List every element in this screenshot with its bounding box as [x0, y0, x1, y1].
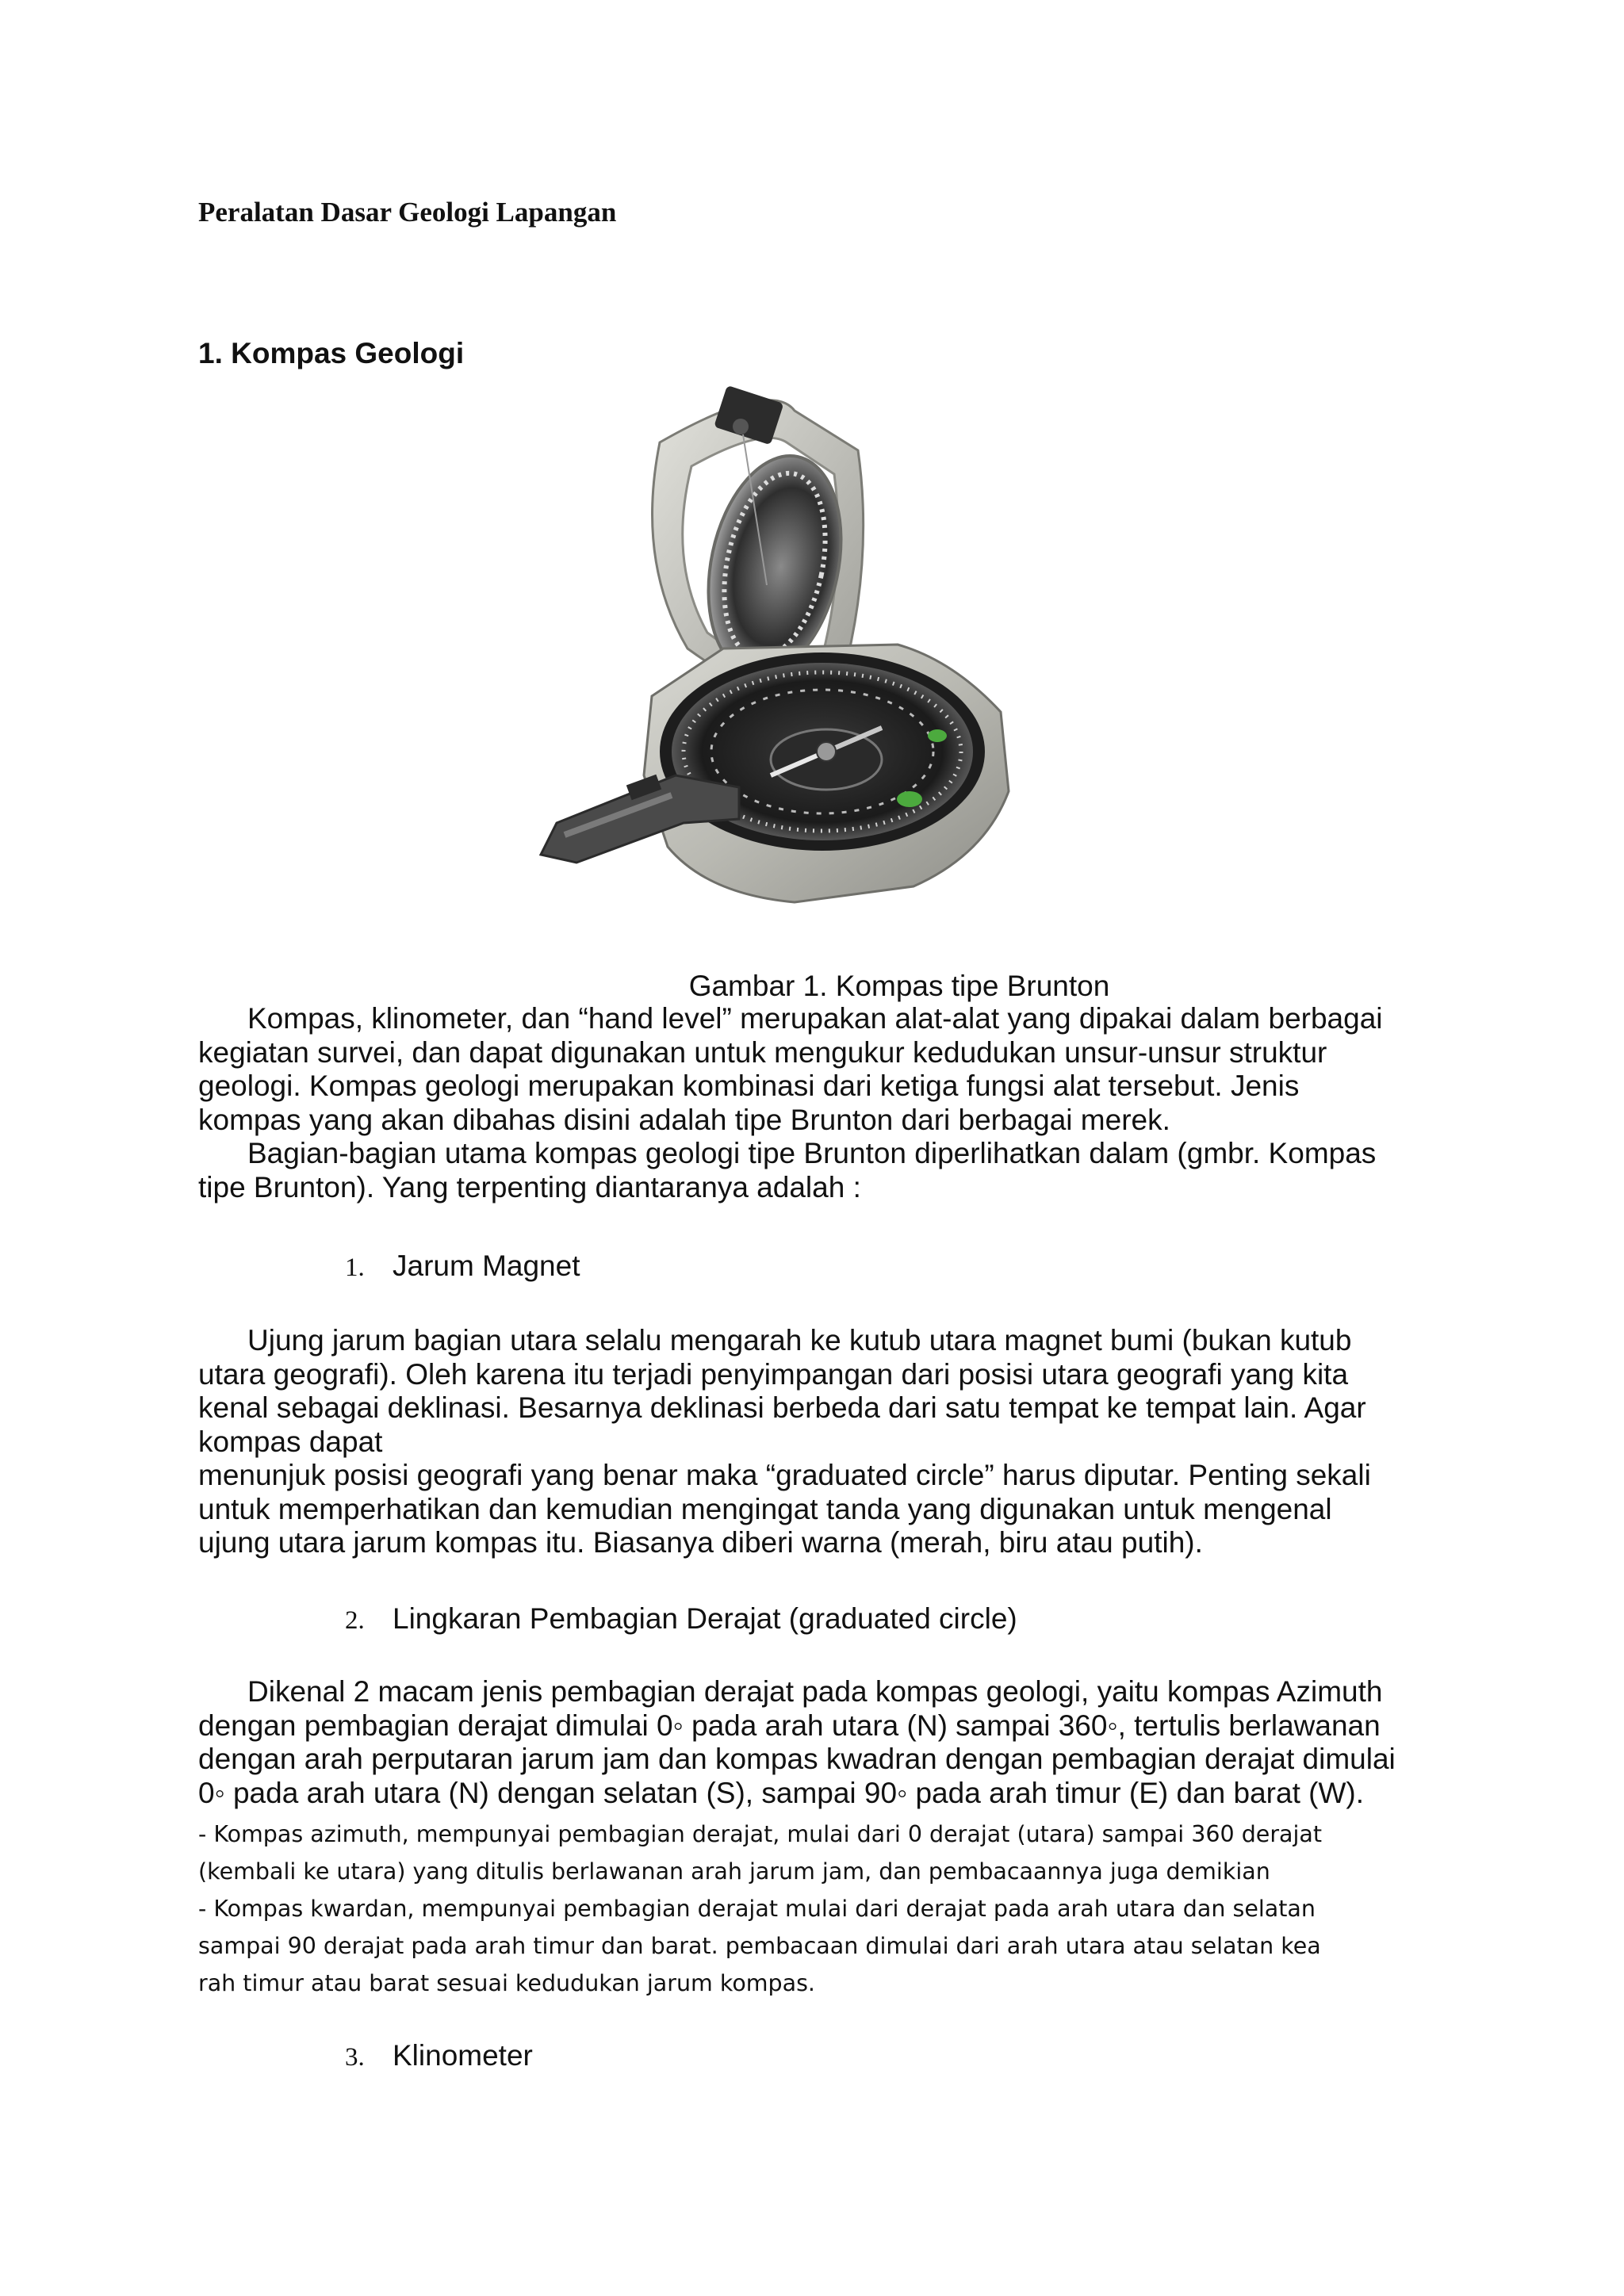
text-line: dengan arah perputaran jarum jam dan kompas kwadran dengan pembagian derajat dimulai: [198, 1743, 1396, 1775]
text-line: Bagian-bagian utama kompas geologi tipe Brunton diperlihatkan dalam (gmbr. Kompas: [247, 1137, 1377, 1169]
list-item-1: [345, 1249, 580, 1283]
figure-caption: Gambar 1. Kompas tipe Brunton: [688, 970, 1110, 1002]
text-line: ujung utara jarum kompas itu. Biasanya diberi warna (merah, biru atau putih).: [198, 1526, 1203, 1559]
section-heading: 1. Kompas Geologi: [198, 337, 465, 369]
list-number: 3.: [345, 2043, 365, 2072]
text-line: dengan pembagian derajat dimulai 0◦ pada arah utara (N) sampai 360◦, tertulis berlawanan: [198, 1709, 1381, 1742]
list-label: Klinometer: [393, 2039, 533, 2072]
text-line: kegiatan survei, dan dapat digunakan untuk mengukur kedudukan unsur-unsur struktur: [198, 1035, 1327, 1069]
list-label: Lingkaran Pembagian Derajat (graduated circle): [393, 1602, 1017, 1635]
text-line: Dikenal 2 macam jenis pembagian derajat pada kompas geologi, yaitu kompas Azimuth: [247, 1675, 1383, 1708]
list-item-2: [345, 1602, 1017, 1636]
list-number: 1.: [345, 1253, 365, 1282]
item-2-paragraph: [198, 1675, 1435, 1810]
text-line: menunjuk posisi geografi yang benar maka “graduated circle” harus diputar. Penting sekali: [198, 1459, 1371, 1491]
list-number: 2.: [345, 1606, 365, 1635]
list-item-3: [345, 2039, 533, 2072]
text-line: Ujung jarum bagian utara selalu mengarah ke kutub utara magnet bumi (bukan kutub: [247, 1324, 1352, 1357]
intro-paragraph-2: [198, 1137, 1435, 1204]
text-line: kenal sebagai deklinasi. Besarnya deklinasi berbeda dari satu tempat ke tempat lain. Agar: [198, 1391, 1366, 1424]
text-line: 0◦ pada arah utara (N) dengan selatan (S), sampai 90◦ pada arah timur (E) dan barat (W).: [198, 1776, 1364, 1809]
text-line: geologi. Kompas geologi merupakan kombinasi dari ketiga fungsi alat tersebut. Jenis: [198, 1070, 1300, 1102]
text-line: tipe Brunton). Yang terpenting diantaranya adalah :: [198, 1170, 861, 1203]
intro-paragraph-1: [198, 1002, 1435, 1137]
brunton-compass-photo-icon: [533, 379, 1080, 934]
list-label: Jarum Magnet: [393, 1249, 580, 1282]
note-line: - Kompas kwardan, mempunyai pembagian derajat mulai dari derajat pada arah utara dan selatan: [198, 1896, 1316, 1922]
note-line: sampai 90 derajat pada arah timur dan barat. pembacaan dimulai dari arah utara atau selatan kea: [198, 1933, 1321, 1959]
text-line: kompas dapat: [198, 1425, 383, 1458]
text-line: Kompas, klinometer, dan “hand level” merupakan alat-alat yang dipakai dalam berbagai: [247, 1002, 1383, 1035]
text-line: untuk memperhatikan dan kemudian mengingat tanda yang digunakan untuk mengenal: [198, 1492, 1332, 1525]
item-2-notes: [198, 1816, 1435, 2002]
item-1-paragraph: [198, 1324, 1435, 1560]
note-line: - Kompas azimuth, mempunyai pembagian derajat, mulai dari 0 derajat (utara) sampai 360 derajat: [198, 1821, 1323, 1847]
text-line: kompas yang akan dibahas disini adalah tipe Brunton dari berbagai merek.: [198, 1103, 1170, 1136]
note-line: rah timur atau barat sesuai kedudukan jarum kompas.: [198, 1970, 815, 1996]
text-line: utara geografi). Oleh karena itu terjadi penyimpangan dari posisi utara geografi yang kita: [198, 1357, 1349, 1391]
document-title: Peralatan Dasar Geologi Lapangan: [198, 197, 617, 228]
note-line: (kembali ke utara) yang ditulis berlawanan arah jarum jam, dan pembacaannya juga demikian: [198, 1858, 1270, 1885]
